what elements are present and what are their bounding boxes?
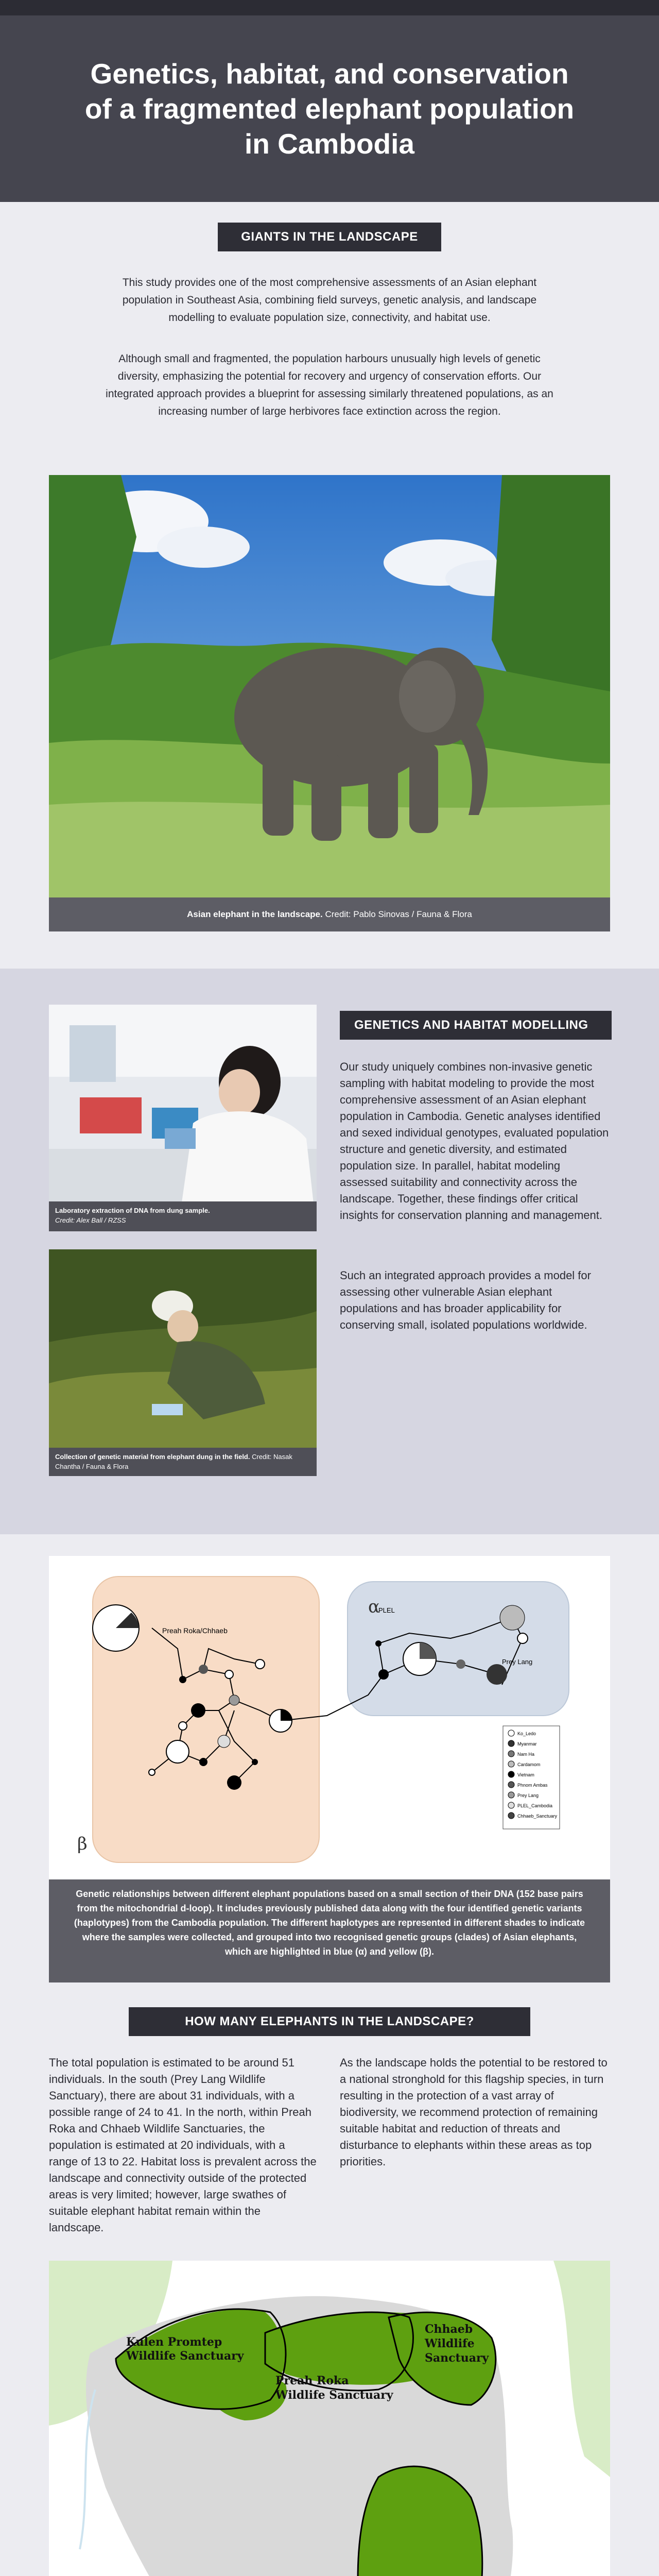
haplotype-network-caption: Genetic relationships between different elephant populations based on a small section of their DNA (152 base pairs from the mitochondrial d-loop). It includes previously published data along with the four identified genetic variants (haplotypes) from the Cambodia population. The different haplotypes are represented in different shades to indicate where the samples were collected, and grouped into two recognised genetic groups (clades) of Asian elephants, which are highlighted in blue (α) and yellow (β). bbox=[49, 1879, 610, 1982]
haplotype-network-figure bbox=[49, 1556, 610, 1879]
legend-swatch bbox=[508, 1792, 514, 1798]
legend-label: Vietnam bbox=[517, 1772, 534, 1777]
lab-caption-credit: Credit: Alex Ball / RZSS bbox=[55, 1216, 126, 1224]
giants-intro-paragraph-2: Although small and fragmented, the population harbours unusually high levels of genetic diversity, emphasizing the potential for recovery and urgency of conservation efforts. Our integrated approach provides a blueprint for assessing similarly threatened populations, as an increasing number of large herbivores face extinction across the region. bbox=[106, 353, 553, 417]
giants-intro-paragraph-1: This study provides one of the most comprehensive assessments of an Asian elephant population in Southeast Asia, combining field surveys, genetic analysis, and landscape modelling to evaluate population size, connectivity, and habitat use. bbox=[122, 277, 537, 324]
legend-label: Phnom Ambas bbox=[517, 1783, 548, 1788]
lab-photo bbox=[49, 1005, 317, 1231]
alpha-label: α bbox=[368, 1597, 380, 1617]
top-bar bbox=[0, 0, 659, 15]
elephant-caption-title: Asian elephant in the landscape. bbox=[187, 909, 323, 919]
legend-swatch bbox=[508, 1730, 514, 1736]
legend-label: Prey Lang bbox=[517, 1793, 539, 1798]
map-label-preah-roka: Preah Roka Wildlife Sanctuary bbox=[275, 2374, 393, 2402]
label-preah-roka: Preah Roka/Chhaeb bbox=[162, 1626, 228, 1635]
field-photo-caption bbox=[49, 1448, 317, 1476]
beta-label: β bbox=[77, 1834, 88, 1854]
lab-photo-caption bbox=[49, 1201, 317, 1231]
howmany-heading: HOW MANY ELEPHANTS IN THE LANDSCAPE? bbox=[129, 2007, 530, 2036]
genetics-paragraph-1: Our study uniquely combines non-invasive genetic sampling with habitat modeling to provide the most comprehensive assessment of an Asian elephant population in Cambodia. Genetic analyses identified and sexed individual genotypes, evaluated population structure and genetic diversity, and estimated population size. In parallel, habitat modeling assessed suitability and connectivity across the landscape. Together, these findings offer critical insights for conservation planning and management. bbox=[340, 1060, 609, 1222]
label-plel: PLEL bbox=[378, 1606, 395, 1614]
field-photo bbox=[49, 1249, 317, 1476]
legend-swatch bbox=[508, 1782, 514, 1788]
lab-caption-title: Laboratory extraction of DNA from dung sample. bbox=[55, 1207, 210, 1214]
genetics-section bbox=[0, 969, 659, 1534]
legend-label: Chhaeb_Sanctuary bbox=[517, 1814, 558, 1819]
elephant-photo-caption bbox=[49, 897, 610, 931]
genetics-paragraph-2: Such an integrated approach provides a model for assessing other vulnerable Asian elephant populations and has broader applicability for conserving small, isolated populations worldwide. bbox=[340, 1269, 591, 1331]
elephant-illustration bbox=[49, 475, 610, 897]
howmany-right-paragraph: As the landscape holds the potential to be restored to a national stronghold for this flagship species, in turn resulting in the protection of a vast array of biodiversity, we recommend protection of remaining suitable habitat and reduction of threats and disturbance to elephants within these areas as top priorities. bbox=[340, 2056, 608, 2168]
giants-section bbox=[0, 202, 659, 969]
legend-label: Myanmar bbox=[517, 1741, 537, 1747]
howmany-left-paragraph: The total population is estimated to be around 51 individuals. In the south (Prey Lang Wildlife Sanctuary), there are about 31 individuals, with a possible range of 24 to 41. In the north, within Preah Roka and Chhaeb Wildlife Sanctuaries, the population is estimated at 20 individuals, with a range of 13 to 22. Habitat loss is prevalent across the landscape and connectivity outside of the protected areas is very limited; however, large swathes of suitable elephant habitat remain within the landscape. bbox=[49, 2056, 317, 2234]
legend-swatch bbox=[508, 1802, 514, 1808]
field-illustration bbox=[49, 1249, 317, 1476]
haplotype-network-diagram bbox=[49, 1556, 610, 1879]
legend-label: Ko_Ledo bbox=[517, 1731, 536, 1736]
legend-swatch bbox=[508, 1771, 514, 1777]
legend-label: Cardamom bbox=[517, 1762, 541, 1767]
giants-heading: GIANTS IN THE LANDSCAPE bbox=[218, 223, 441, 251]
legend-swatch bbox=[508, 1740, 514, 1747]
hero-header bbox=[0, 15, 659, 202]
habitat-map-graphic bbox=[49, 2261, 610, 2576]
legend-swatch bbox=[508, 1751, 514, 1757]
map-label-chhaeb: Chhaeb Wildlife Sanctuary bbox=[425, 2323, 489, 2365]
field-caption-title: Collection of genetic material from elephant dung in the field. bbox=[55, 1453, 250, 1461]
legend-label: PLEL_Cambodia bbox=[517, 1803, 553, 1808]
map-label-kulen: Kulen Promtep Wildlife Sanctuary bbox=[126, 2335, 244, 2363]
habitat-map bbox=[49, 2261, 610, 2576]
elephant-photo bbox=[49, 475, 610, 897]
legend-swatch bbox=[508, 1812, 514, 1819]
results-section bbox=[0, 1534, 659, 2576]
page-title: Genetics, habitat, and conservation of a fragmented elephant population in Cambodia bbox=[84, 58, 575, 160]
elephant-caption-credit: Credit: Pablo Sinovas / Fauna & Flora bbox=[322, 909, 472, 919]
label-prey-lang: Prey Lang bbox=[502, 1658, 533, 1666]
field-caption-credit: Credit: Nasak Chantha / Fauna & Flora bbox=[55, 1453, 292, 1470]
genetics-heading: GENETICS AND HABITAT MODELLING bbox=[340, 1011, 612, 1040]
legend-swatch bbox=[508, 1761, 514, 1767]
legend-label: Nam Ha bbox=[517, 1752, 535, 1757]
lab-illustration bbox=[49, 1005, 317, 1231]
